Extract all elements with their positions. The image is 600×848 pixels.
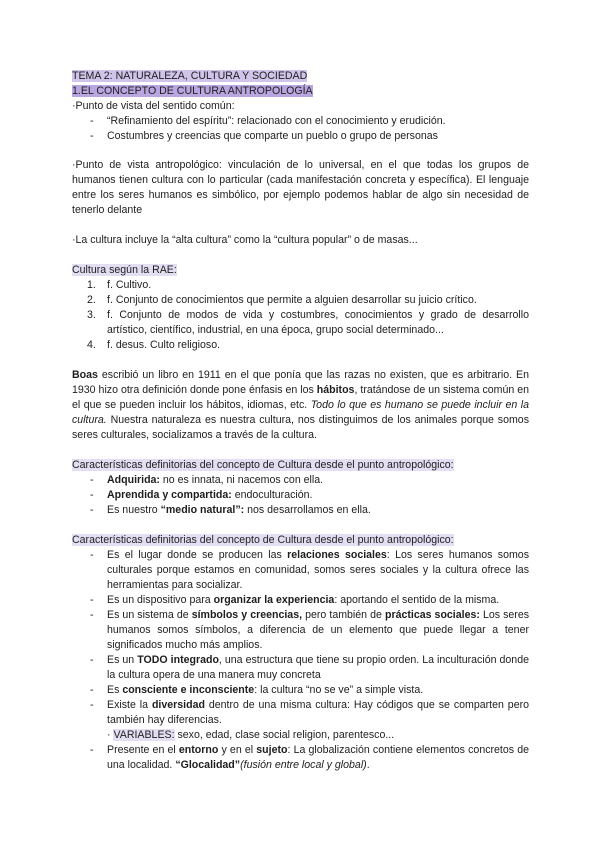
section-heading: 1.EL CONCEPTO DE CULTURA ANTROPOLOGÍA [72,85,313,97]
list-item: - Es nuestro “medio natural”: nos desarrollamos en ella. [72,503,529,518]
list-item: - Es un dispositivo para organizar la experiencia: aportando el sentido de la misma. [72,593,529,608]
characteristics-list-2-cont [72,743,529,773]
list-item: - Existe la diversidad dentro de una misma cultura: Hay códigos que se comparten pero también hay diferencias. [72,698,529,728]
boas-paragraph: Boas escribió un libro en 1911 en el que ponía que las razas no existen, que es arbitrario. En 1930 hizo otra definición donde pone énfasis en los hábitos, tratándose de un sistema común en el que se pueden incluir los hábitos, idiomas, etc. Todo lo que es humano se puede incluir en la cultura. Nuestra naturaleza es nuestra cultura, nos distinguimos de los animales porque somos seres culturales, socializamos a través de la cultura. [72,369,530,441]
list-item: - Costumbres y creencias que comparte un pueblo o grupo de personas [72,129,529,144]
characteristics-list-1 [72,473,529,518]
list-item: - Aprendida y compartida: endoculturación. [72,488,529,503]
common-sense-list [72,114,529,144]
list-item: - Es un sistema de símbolos y creencias, pero también de prácticas sociales: Los seres humanos somos símbolos, a diferencia de un elemento que puede llegar a tener significados mucho más amplios. [72,608,529,653]
list-item: - Adquirida: no es innata, ni nacemos con ella. [72,473,529,488]
characteristics-heading-2: Características definitorias del concepto de Cultura desde el punto antropológico: [72,534,454,546]
list-item: 4. f. desus. Culto religioso. [87,339,221,351]
list-item: 1. f. Cultivo. [87,279,152,291]
rae-heading: Cultura según la RAE: [72,264,177,276]
common-sense-intro: ·Punto de vista del sentido común: [72,100,235,112]
rae-list [72,278,529,353]
high-culture-paragraph: ·La cultura incluye la “alta cultura” como la “cultura popular” o de masas... [72,234,418,246]
list-item: - Es consciente e inconsciente: la cultura “no se ve” a simple vista. [72,683,529,698]
list-item: - Es el lugar donde se producen las relaciones sociales: Los seres humanos somos culturales porque estamos en comunidad, somos seres sociales y la cultura ofrece las herramientas para socializar. [72,548,529,593]
list-item: - Es un TODO integrado, una estructura que tiene su propio orden. La inculturación donde la cultura opera de una manera muy concreta [72,653,529,683]
characteristics-list-2 [72,548,529,728]
characteristics-heading-1: Características definitorias del concepto de Cultura desde el punto antropológico: [72,459,454,471]
list-item: - “Refinamiento del espíritu”: relacionado con el conocimiento y erudición. [72,114,529,129]
list-item: 3. f. Conjunto de modos de vida y costumbres, conocimientos y grado de desarrollo artístico, científico, industrial, en una época, grupo social determinado... [87,309,529,336]
variables-line: · VARIABLES: sexo, edad, clase social religion, parentesco... [107,729,395,741]
anthro-paragraph: ·Punto de vista antropológico: vinculación de lo universal, en el que todas los grupos de humanos tienen cultura con lo particular (cada manifestación concreta y específica). El lenguaje entre los seres humanos es simbólico, por ejemplo podemos hablar de algo sin necesidad de tenerlo delante [72,159,529,216]
list-item: - Presente en el entorno y en el sujeto: La globalización contiene elementos concretos de una localidad. “Glocalidad”(fusión entre local y global). [72,743,529,773]
list-item: 2. f. Conjunto de conocimientos que permite a alguien desarrollar su juicio crítico. [87,294,477,306]
document-title: TEMA 2: NATURALEZA, CULTURA Y SOCIEDAD [72,70,308,82]
